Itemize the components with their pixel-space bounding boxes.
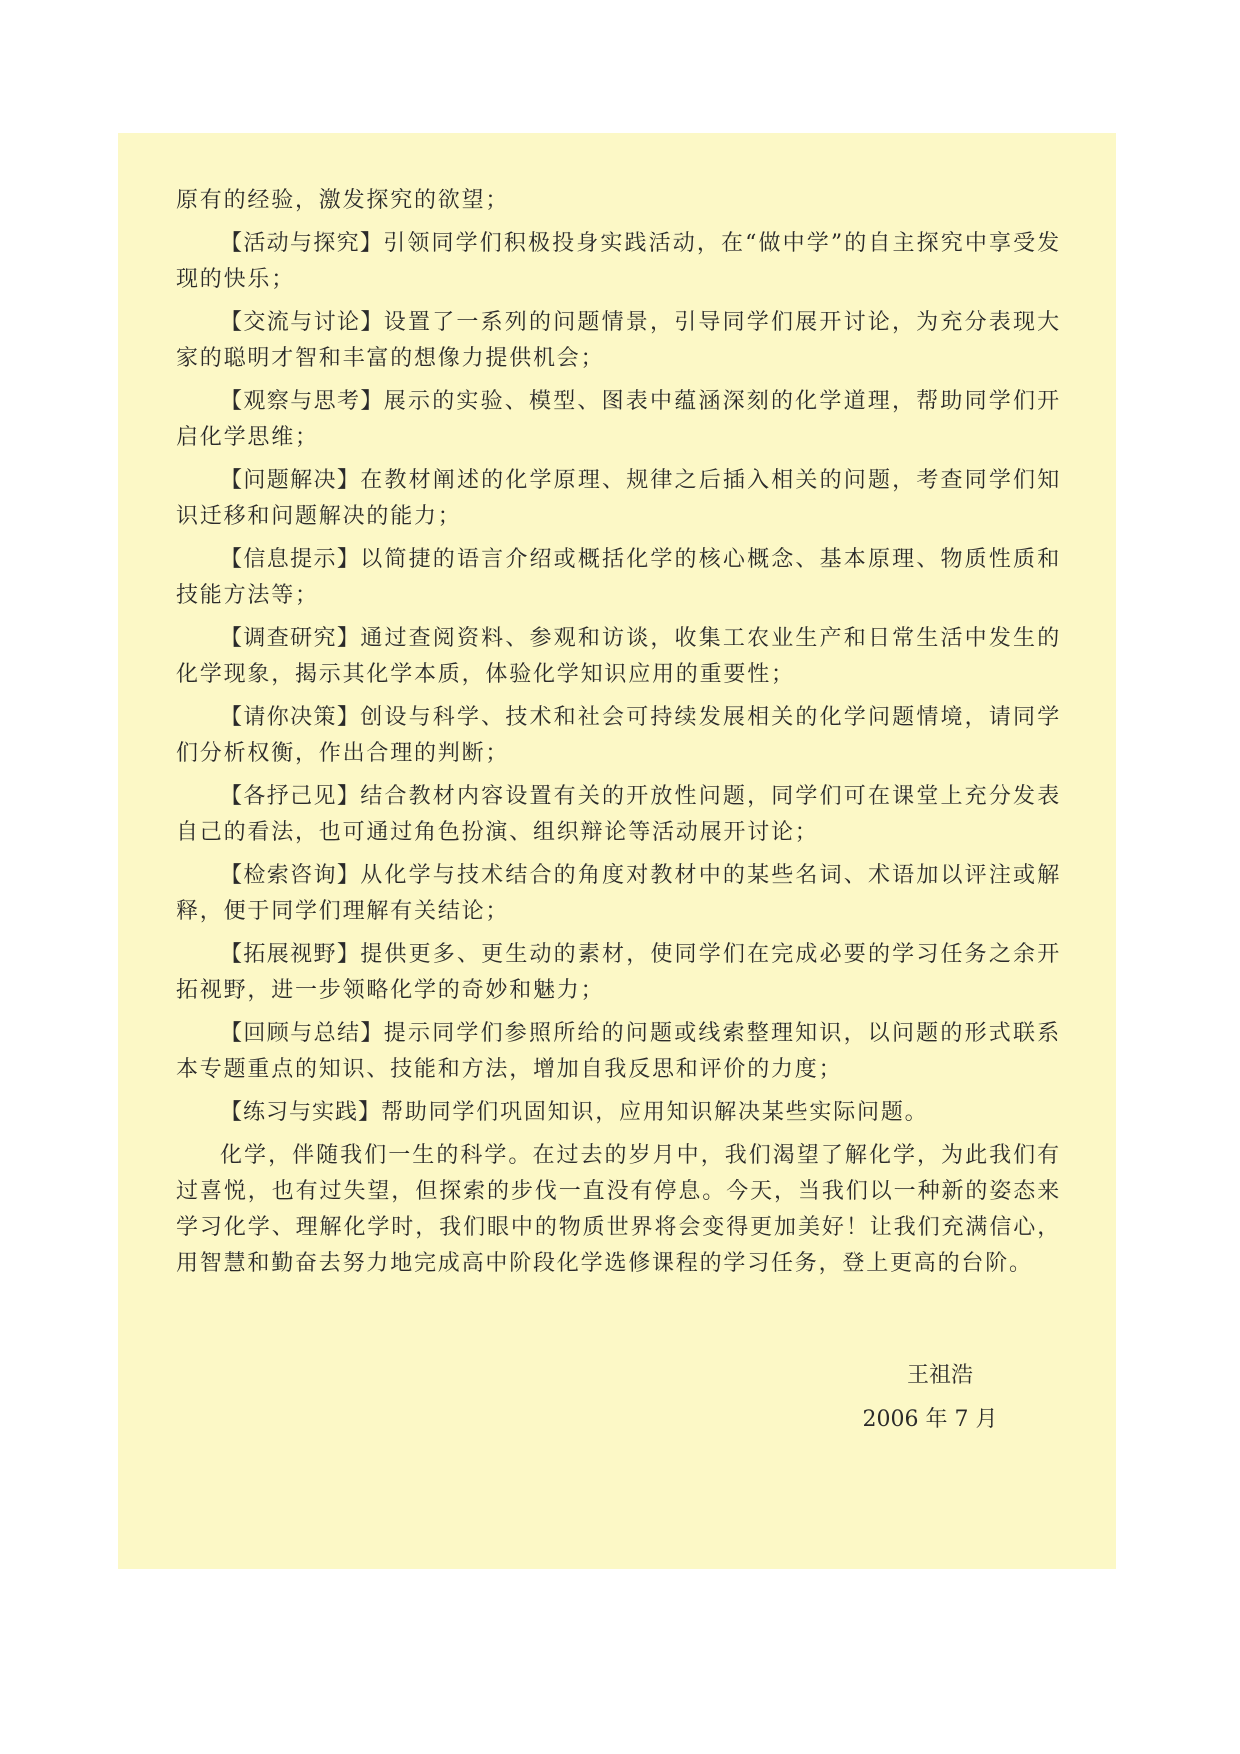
item-practice xyxy=(176,1095,1061,1131)
signature-date: 2006 年 7 月 xyxy=(862,1407,998,1432)
item-text: 引领同学们积极投身实践活动，在“做中学”的自主探究中享受发现的快乐； xyxy=(176,231,1061,292)
item-text: 结合教材内容设置有关的开放性问题，同学们可在课堂上充分发表自己的看法，也可通过角色扮演、组织辩论等活动展开讨论； xyxy=(176,784,1061,845)
item-label: 【拓展视野】 xyxy=(220,942,361,967)
item-label: 【各抒己见】 xyxy=(220,784,361,809)
item-label: 【信息提示】 xyxy=(220,547,361,572)
item-label: 【请你决策】 xyxy=(220,705,361,730)
item-text: 在教材阐述的化学原理、规律之后插入相关的问题，考查同学们知识迁移和问题解决的能力； xyxy=(176,468,1061,529)
item-text: 提示同学们参照所给的问题或线索整理知识，以问题的形式联系本专题重点的知识、技能和方法，增加自我反思和评价的力度； xyxy=(176,1021,1061,1082)
page-panel xyxy=(118,133,1116,1569)
item-label: 【调查研究】 xyxy=(220,626,361,651)
item-decision xyxy=(176,700,1061,772)
item-label: 【练习与实践】 xyxy=(220,1100,382,1125)
signature-block xyxy=(840,1358,1020,1438)
item-review-summary xyxy=(176,1016,1061,1088)
item-exchange-discussion xyxy=(176,305,1061,377)
item-label: 【回顾与总结】 xyxy=(220,1021,384,1046)
item-text: 提供更多、更生动的素材，使同学们在完成必要的学习任务之余开拓视野，进一步领略化学的奇妙和魅力； xyxy=(176,942,1061,1003)
item-observe-think xyxy=(176,384,1061,456)
item-activity-inquiry xyxy=(176,226,1061,298)
item-text: 展示的实验、模型、图表中蕴涵深刻的化学道理，帮助同学们开启化学思维； xyxy=(176,389,1061,450)
item-text: 设置了一系列的问题情景，引导同学们展开讨论，为充分表现大家的聪明才智和丰富的想像力提供机会； xyxy=(176,310,1061,371)
item-label: 【检索咨询】 xyxy=(220,863,361,888)
item-text: 帮助同学们巩固知识，应用知识解决某些实际问题。 xyxy=(381,1100,929,1125)
item-label: 【观察与思考】 xyxy=(220,389,384,414)
item-info-tip xyxy=(176,542,1061,614)
author-name: 王祖浩 xyxy=(906,1363,973,1388)
item-label: 【问题解决】 xyxy=(220,468,361,493)
preface-body xyxy=(176,183,1061,1289)
item-text: 从化学与技术结合的角度对教材中的某些名词、术语加以评注或解释，便于同学们理解有关结论； xyxy=(176,863,1061,924)
item-label: 【活动与探究】 xyxy=(220,231,384,256)
item-label: 【交流与讨论】 xyxy=(220,310,384,335)
item-broaden-view xyxy=(176,937,1061,1009)
item-investigation xyxy=(176,621,1061,693)
item-text: 以简捷的语言介绍或概括化学的核心概念、基本原理、物质性质和技能方法等； xyxy=(176,547,1061,608)
item-text: 创设与科学、技术和社会可持续发展相关的化学问题情境，请同学们分析权衡，作出合理的判断； xyxy=(176,705,1061,766)
item-opinions xyxy=(176,779,1061,851)
closing-paragraph: 化学，伴随我们一生的科学。在过去的岁月中，我们渴望了解化学，为此我们有过喜悦，也有过失望，但探索的步伐一直没有停息。今天，当我们以一种新的姿态来学习化学、理解化学时，我们眼中的物质世界将会变得更加美好！让我们充满信心，用智慧和勤奋去努力地完成高中阶段化学选修课程的学习任务，登上更高的台阶。 xyxy=(176,1143,1061,1276)
lead-paragraph: 原有的经验，激发探究的欲望； xyxy=(176,188,510,213)
item-text: 通过查阅资料、参观和访谈，收集工农业生产和日常生活中发生的化学现象，揭示其化学本质，体验化学知识应用的重要性； xyxy=(176,626,1061,687)
item-lookup xyxy=(176,858,1061,930)
item-problem-solving xyxy=(176,463,1061,535)
